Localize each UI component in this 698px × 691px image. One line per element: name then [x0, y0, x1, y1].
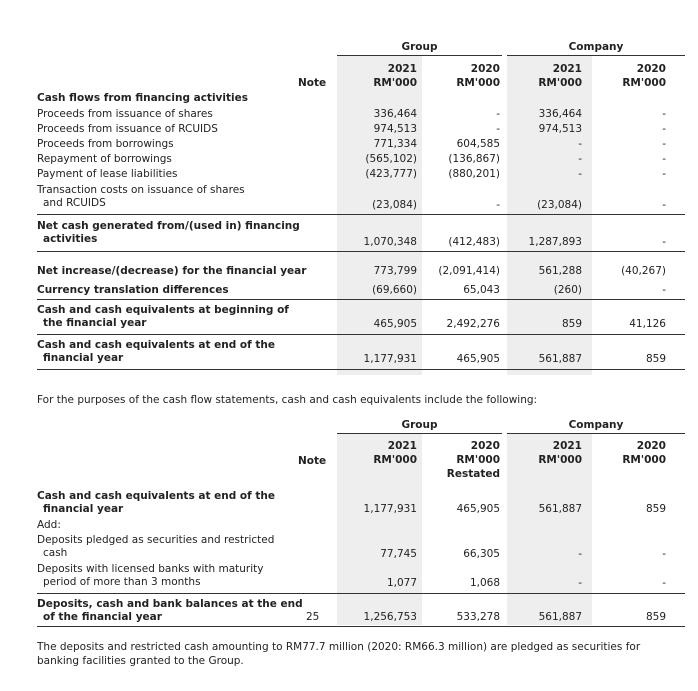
value-cell: -	[662, 123, 666, 135]
value-cell: -	[662, 199, 666, 211]
unit-header: RM'000	[373, 454, 417, 466]
value-cell: 1,177,931	[363, 353, 417, 365]
unit-header: RM'000	[538, 454, 582, 466]
intro-text: For the purposes of the cash flow statements, cash and cash equivalents include the following:	[37, 394, 538, 406]
value-cell: 465,905	[456, 503, 500, 515]
value-cell: -	[496, 199, 500, 211]
value-cell: -	[662, 153, 666, 165]
value-cell: 1,287,893	[528, 236, 582, 248]
value-cell: 771,334	[373, 138, 417, 150]
value-cell: -	[578, 577, 582, 589]
year-header: 2021	[552, 63, 582, 75]
row-label: Net increase/(decrease) for the financial year	[37, 265, 307, 277]
value-cell: 465,905	[456, 353, 500, 365]
section-divider	[37, 214, 685, 215]
value-cell: (23,084)	[372, 199, 417, 211]
value-cell: -	[662, 577, 666, 589]
row-label-cont: cash	[43, 547, 68, 559]
row-label: Cash and cash equivalents at end of the	[37, 339, 275, 351]
row-label: Transaction costs on issuance of shares	[37, 184, 245, 196]
year-header: 2021	[552, 440, 582, 452]
row-label: Cash and cash equivalents at end of the	[37, 490, 275, 502]
value-cell: (40,267)	[621, 265, 666, 277]
row-label: Deposits with licensed banks with maturity	[37, 563, 264, 575]
value-cell: 561,887	[538, 611, 582, 623]
value-cell: (423,777)	[365, 168, 417, 180]
value-cell: -	[662, 284, 666, 296]
value-cell: -	[662, 138, 666, 150]
section-divider	[37, 334, 685, 335]
row-label-cont: and RCUIDS	[43, 197, 106, 209]
row-label: Deposits pledged as securities and restricted	[37, 534, 275, 546]
value-cell: 41,126	[629, 318, 666, 330]
year-header: 2020	[470, 440, 500, 452]
value-cell: -	[578, 138, 582, 150]
note-ref: 25	[306, 611, 320, 623]
row-label-cont: of the financial year	[43, 611, 162, 623]
row-label-cont: activities	[43, 233, 98, 245]
group-header: Group	[401, 419, 438, 431]
row-label-cont: period of more than 3 months	[43, 576, 201, 588]
value-cell: (2,091,414)	[438, 265, 500, 277]
company-header: Company	[568, 41, 624, 53]
unit-header: RM'000	[373, 77, 417, 89]
value-cell: 2,492,276	[446, 318, 500, 330]
row-label: Proceeds from issuance of shares	[37, 108, 213, 120]
row-label: Proceeds from borrowings	[37, 138, 174, 150]
row-label-cont: the financial year	[43, 317, 147, 329]
row-label-cont: financial year	[43, 352, 124, 364]
value-cell: 773,799	[373, 265, 417, 277]
value-cell: (69,660)	[372, 284, 417, 296]
value-cell: 859	[645, 353, 666, 365]
value-cell: (565,102)	[365, 153, 417, 165]
note-header: Note	[298, 77, 327, 89]
group-header-rule	[337, 55, 502, 56]
value-cell: 604,585	[456, 138, 500, 150]
value-cell: 336,464	[373, 108, 417, 120]
value-cell: 66,305	[463, 548, 500, 560]
value-cell: 859	[561, 318, 582, 330]
company-header-rule	[507, 433, 685, 434]
value-cell: 1,070,348	[363, 236, 417, 248]
value-cell: 974,513	[373, 123, 417, 135]
value-cell: -	[578, 168, 582, 180]
unit-header: RM'000	[622, 454, 666, 466]
value-cell: -	[662, 236, 666, 248]
section-title: Cash flows from financing activities	[37, 92, 248, 104]
value-cell: 465,905	[373, 318, 417, 330]
value-cell: 1,177,931	[363, 503, 417, 515]
value-cell: (260)	[553, 284, 582, 296]
year-header: 2020	[636, 440, 666, 452]
year-header: 2021	[387, 440, 417, 452]
value-cell: -	[578, 548, 582, 560]
section-divider	[37, 251, 685, 252]
group-header: Group	[401, 41, 438, 53]
footer-text: The deposits and restricted cash amounting to RM77.7 million (2020: RM66.3 million) are pledged as securities for banking facilities granted to the Group.	[37, 641, 641, 667]
unit-header: RM'000	[538, 77, 582, 89]
unit-header: RM'000	[456, 454, 500, 466]
row-label: Deposits, cash and bank balances at the end	[37, 598, 303, 610]
value-cell: 859	[645, 503, 666, 515]
company-header-rule	[507, 55, 685, 56]
value-cell: (23,084)	[537, 199, 582, 211]
value-cell: 859	[645, 611, 666, 623]
row-label-cont: financial year	[43, 503, 124, 515]
year-header: 2020	[636, 63, 666, 75]
value-cell: (136,867)	[448, 153, 500, 165]
unit-header: RM'000	[622, 77, 666, 89]
row-label: Repayment of borrowings	[37, 153, 172, 165]
group-header-rule	[337, 433, 502, 434]
value-cell: 65,043	[463, 284, 500, 296]
year-header: 2020	[470, 63, 500, 75]
note-header: Note	[298, 455, 327, 467]
value-cell: 1,068	[469, 577, 500, 589]
value-cell: -	[662, 108, 666, 120]
value-cell: -	[578, 153, 582, 165]
value-cell: 561,288	[538, 265, 582, 277]
value-cell: 1,256,753	[363, 611, 417, 623]
value-cell: -	[496, 123, 500, 135]
value-cell: 1,077	[386, 577, 417, 589]
value-cell: 533,278	[456, 611, 500, 623]
value-cell: -	[662, 548, 666, 560]
add-label: Add:	[37, 519, 61, 531]
value-cell: 561,887	[538, 353, 582, 365]
row-label: Proceeds from issuance of RCUIDS	[37, 123, 218, 135]
value-cell: (880,201)	[448, 168, 500, 180]
year-header: 2021	[387, 63, 417, 75]
section-divider	[37, 299, 685, 300]
value-cell: -	[496, 108, 500, 120]
row-label: Cash and cash equivalents at beginning of	[37, 304, 289, 316]
row-label: Net cash generated from/(used in) financing	[37, 220, 300, 232]
company-header: Company	[568, 419, 624, 431]
row-label: Currency translation differences	[37, 284, 229, 296]
section-divider	[37, 626, 685, 627]
value-cell: 77,745	[380, 548, 417, 560]
value-cell: (412,483)	[448, 236, 500, 248]
value-cell: 974,513	[538, 123, 582, 135]
restated-header: Restated	[446, 468, 500, 480]
row-label: Payment of lease liabilities	[37, 168, 178, 180]
value-cell: -	[662, 168, 666, 180]
value-cell: 336,464	[538, 108, 582, 120]
value-cell: 561,887	[538, 503, 582, 515]
section-divider	[37, 369, 685, 370]
section-divider	[37, 593, 685, 594]
unit-header: RM'000	[456, 77, 500, 89]
